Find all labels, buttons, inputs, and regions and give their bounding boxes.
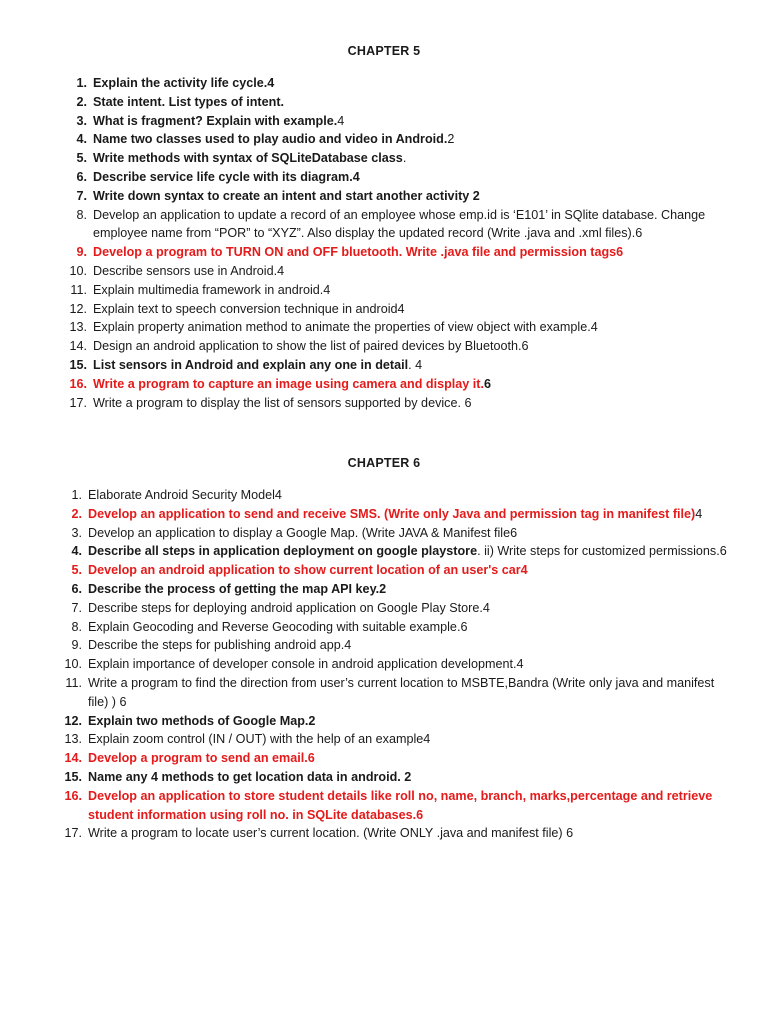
question-number: 8. (71, 619, 82, 634)
question-main-text: Explain two methods of Google Map.2 (88, 713, 316, 728)
question-text (93, 168, 733, 187)
question-main-text: List sensors in Android and explain any one in detail (93, 357, 409, 372)
question-item (76, 112, 733, 131)
question-item (76, 243, 733, 262)
question-item (64, 824, 728, 843)
question-number: 7. (76, 188, 87, 203)
question-number: 4. (76, 132, 87, 147)
question-text (88, 636, 728, 655)
question-marks: 4 (695, 506, 703, 521)
question-main-text: Write a program to capture an image using camera and display it. (93, 376, 484, 391)
question-item (76, 206, 733, 244)
question-number: 16. (69, 376, 87, 391)
question-number: 6. (71, 581, 82, 596)
chapter-6-question-list (64, 486, 728, 843)
question-number: 10. (69, 263, 87, 278)
question-text (88, 674, 728, 712)
question-number: 1. (76, 76, 87, 90)
question-text (93, 281, 733, 300)
question-main-text: Elaborate Android Security Model4 (88, 488, 282, 502)
question-text (88, 655, 728, 674)
question-item (64, 655, 728, 674)
question-item (71, 599, 728, 618)
question-text (88, 749, 728, 768)
question-main-text: Write a program to find the direction from user’s current location to MSBTE,Bandra (Write only java and manifest file) ) 6 (88, 675, 715, 709)
question-number: 13. (64, 732, 82, 747)
question-main-text: Develop an application to send and receive SMS. (Write only Java and permission tag in manifest file) (88, 506, 696, 521)
question-number: 7. (71, 600, 82, 615)
question-text (93, 318, 733, 337)
question-item (71, 580, 728, 599)
question-text (88, 787, 728, 825)
question-main-text: Develop a program to send an email.6 (88, 751, 315, 766)
question-text (88, 618, 728, 637)
question-text (88, 505, 728, 524)
question-main-text: Name any 4 methods to get location data in android. 2 (88, 769, 412, 784)
question-main-text: Write down syntax to create an intent and start another activity 2 (93, 188, 480, 203)
question-main-text: Write a program to display the list of sensors supported by device. 6 (93, 395, 472, 410)
question-main-text: Describe sensors use in Android.4 (93, 263, 285, 278)
question-text (93, 356, 733, 375)
question-text (88, 730, 728, 749)
question-number: 6. (76, 169, 87, 184)
question-main-text: Design an android application to show the list of paired devices by Bluetooth.6 (93, 339, 529, 354)
question-number: 15. (69, 357, 87, 372)
question-number: 15. (64, 769, 82, 784)
question-item (76, 74, 733, 93)
question-item (69, 262, 733, 281)
question-text (93, 187, 733, 206)
question-marks: 6 (483, 376, 491, 391)
question-marks: 2 (447, 132, 455, 147)
question-main-text: Describe steps for deploying android application on Google Play Store.4 (88, 600, 490, 615)
question-main-text: Develop a program to TURN ON and OFF bluetooth. Write .java file and permission tags6 (93, 245, 624, 260)
question-main-text: Explain importance of developer console in android application development.4 (88, 657, 524, 672)
chapter-6-title: CHAPTER 6 (347, 456, 421, 470)
question-item (71, 524, 728, 543)
question-item (71, 636, 728, 655)
question-item (64, 787, 728, 825)
question-number: 11. (70, 282, 87, 297)
question-main-text: Develop an application to display a Google Map. (Write JAVA & Manifest file6 (88, 525, 518, 540)
question-text (88, 542, 728, 561)
question-number: 1. (71, 488, 82, 502)
question-item (70, 281, 733, 300)
question-main-text: Develop an android application to show current location of an user's car4 (88, 563, 528, 578)
question-marks: . ii) Write steps for customized permissions.6 (477, 544, 727, 559)
question-number: 3. (76, 113, 87, 128)
question-number: 16. (64, 788, 82, 803)
question-number: 5. (76, 151, 87, 166)
question-item (71, 561, 728, 580)
question-text (88, 768, 728, 787)
question-main-text: Describe all steps in application deployment on google playstore (88, 544, 478, 559)
question-main-text: State intent. List types of intent. (93, 94, 285, 109)
question-main-text: Explain Geocoding and Reverse Geocoding with suitable example.6 (88, 619, 468, 634)
question-number: 2. (76, 94, 87, 109)
question-item (64, 749, 728, 768)
question-item (69, 356, 733, 375)
question-marks: . 4 (408, 357, 423, 372)
question-item (69, 394, 733, 413)
question-item (76, 168, 733, 187)
question-number: 3. (71, 525, 82, 540)
question-text (88, 599, 728, 618)
question-number: 11. (65, 675, 82, 690)
question-main-text: Explain text to speech conversion technique in android4 (93, 301, 405, 316)
question-number: 17. (69, 395, 87, 410)
question-marks: 4 (337, 113, 345, 128)
question-text (93, 262, 733, 281)
question-text (93, 149, 733, 168)
question-main-text: Explain property animation method to animate the properties of view object with example.4 (93, 320, 598, 335)
question-item (76, 149, 733, 168)
question-number: 13. (69, 320, 87, 335)
question-text (93, 93, 733, 112)
question-number: 9. (76, 245, 87, 260)
question-number: 8. (76, 207, 87, 222)
question-marks: . (402, 151, 407, 166)
question-number: 9. (71, 638, 82, 653)
question-item (69, 300, 733, 319)
question-number: 5. (71, 563, 82, 578)
question-text (88, 524, 728, 543)
question-text (93, 112, 733, 131)
question-item (69, 375, 733, 394)
question-item (64, 768, 728, 787)
question-text (93, 130, 733, 149)
question-number: 4. (71, 544, 82, 559)
question-item (76, 130, 733, 149)
question-text (93, 337, 733, 356)
question-item (64, 730, 728, 749)
question-item (69, 337, 733, 356)
question-text (88, 712, 728, 731)
question-number: 12. (69, 301, 87, 316)
question-main-text: Write a program to locate user’s current location. (Write ONLY .java and manifest file) 6 (88, 826, 574, 841)
question-text (93, 243, 733, 262)
question-text (88, 561, 728, 580)
question-main-text: Write methods with syntax of SQLiteDatabase class (93, 151, 403, 166)
question-number: 2. (71, 506, 82, 521)
question-main-text: Describe the steps for publishing android app.4 (88, 638, 352, 653)
question-item (65, 674, 728, 712)
question-main-text: Explain the activity life cycle.4 (93, 76, 275, 90)
question-main-text: Develop an application to update a record of an employee whose emp.id is ‘E101’ in SQlite database. Change employee name from “POR” to “XYZ”. Also display the updated record (Write .java and .xml files).6 (93, 207, 706, 241)
question-main-text: Develop an application to store student details like roll no, name, branch, marks,percentage and retrieve student information using roll no. in SQLite databases.6 (88, 788, 713, 822)
question-number: 10. (64, 657, 82, 672)
question-text (93, 300, 733, 319)
question-text (88, 486, 728, 505)
question-item (71, 505, 728, 524)
chapter-5-question-list (69, 74, 733, 412)
question-number: 14. (69, 339, 87, 354)
question-number: 12. (64, 713, 82, 728)
question-item (71, 542, 728, 561)
question-text (93, 375, 733, 394)
question-number: 17. (64, 826, 82, 841)
question-item (71, 618, 728, 637)
question-item (69, 318, 733, 337)
question-number: 14. (64, 751, 82, 766)
question-item (64, 712, 728, 731)
question-text (88, 580, 728, 599)
question-item (76, 187, 733, 206)
question-text (88, 824, 728, 843)
chapter-5-title: CHAPTER 5 (347, 44, 421, 58)
question-main-text: What is fragment? Explain with example. (93, 113, 338, 128)
question-main-text: Describe the process of getting the map API key.2 (88, 581, 387, 596)
question-main-text: Explain zoom control (IN / OUT) with the help of an example4 (88, 732, 431, 747)
question-text (93, 206, 733, 244)
question-item (76, 93, 733, 112)
question-main-text: Name two classes used to play audio and video in Android. (93, 132, 448, 147)
question-item (71, 486, 728, 505)
question-main-text: Explain multimedia framework in android.4 (93, 282, 331, 297)
question-main-text: Describe service life cycle with its diagram.4 (93, 169, 360, 184)
question-text (93, 394, 733, 413)
question-text (93, 74, 733, 93)
